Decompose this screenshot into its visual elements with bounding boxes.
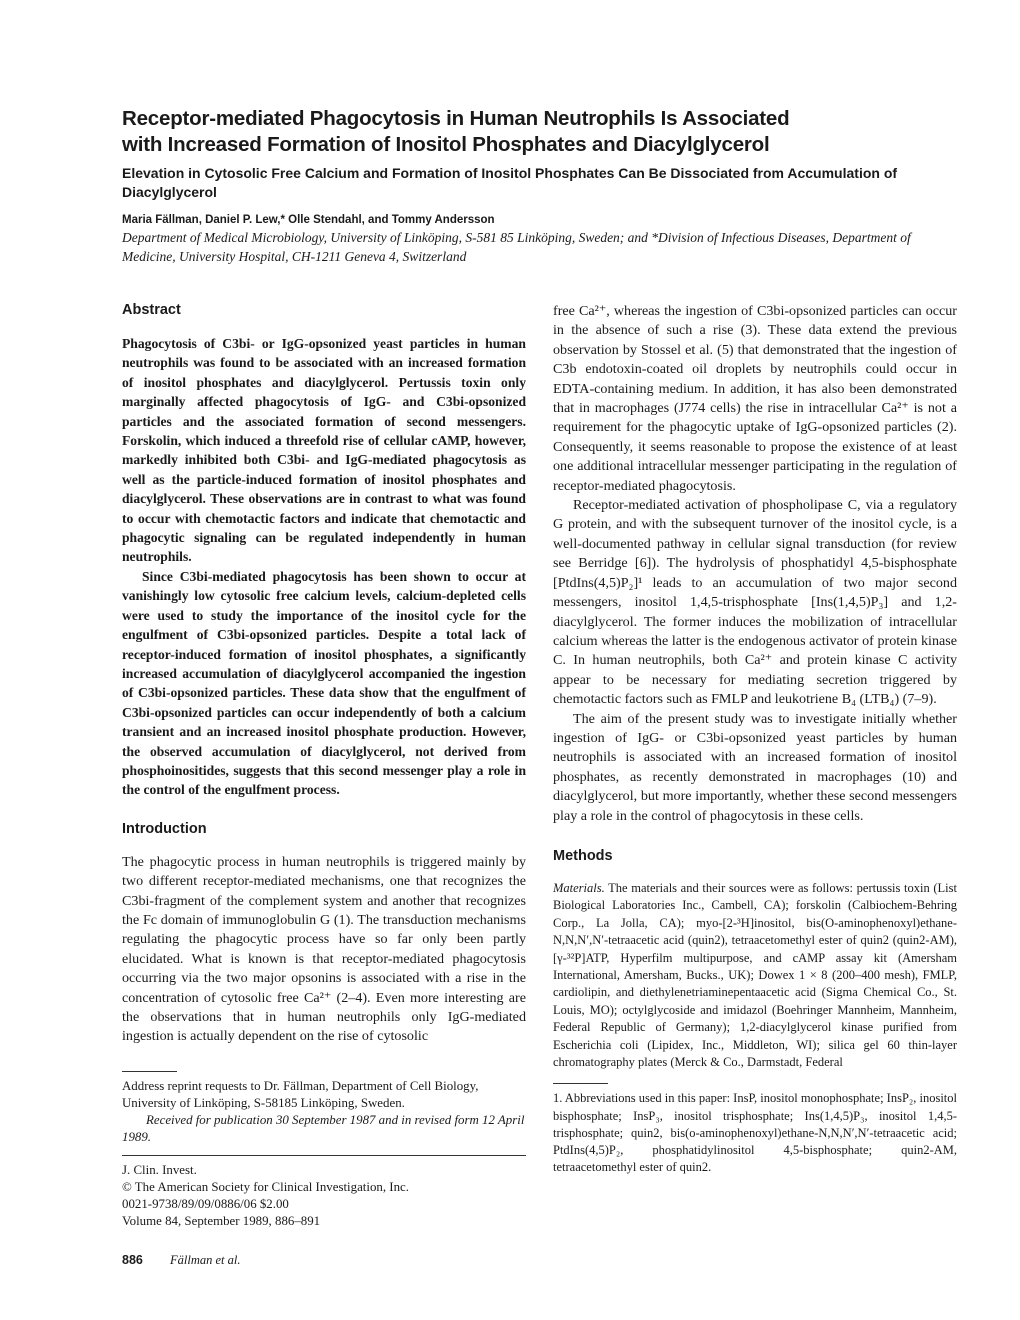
journal-name: J. Clin. Invest.	[122, 1162, 197, 1177]
introduction-paragraph: The phagocytic process in human neutrophils is triggered mainly by two different receptor-mediated mechanisms, one that recognizes the C3bi-fragment of the complement system and another that recognizes the Fc domain of immunoglobulin G (1). The transduction mechanisms regulating the phagocytic process have so far only been partly elucidated. What is known is that receptor-mediated phagocytosis occurring via the two major opsonins is associated with a rise in the concentration of cytosolic free Ca²⁺ (2–4). Even more interesting are the observations that in human neutrophils only IgG-mediated ingestion is actually dependent on the rise of cytosolic	[122, 853, 526, 1045]
methods-section	[553, 848, 957, 1071]
introduction-section	[122, 821, 526, 1047]
introduction-heading: Introduction	[122, 820, 207, 837]
volume-line: Volume 84, September 1989, 886–891	[122, 1213, 321, 1228]
address-note: Address reprint requests to Dr. Fällman, Department of Cell Biology, University of Linköping, S-58185 Linköping, Sweden.	[122, 1078, 479, 1111]
materials-paragraph	[553, 880, 957, 1071]
materials-text: The materials and their sources were as follows: pertussis toxin (List Biological Laboratories Inc., Cambell, CA); forskolin (Calbiochem-Behring Corp., La Jolla, CA); myo-[2-³H]inositol, bis(O-aminophenoxyl)ethane-N,N,N′,N′-tetraacetic acid (quin2), tetraacetomethyl ester of quin2 (quin2-AM), [γ-³²P]ATP, Hyperfilm multipurpose, and cAMP assay kit (Amersham International, Amersham, Bucks., UK); Dowex 1 × 8 (200–400 mesh), FMLP, cardiolipin, and diethylenetriaminepentaacetic acid (Sigma Chemical Co., St. Louis, MO); octylglycoside and imidazol (Boehringer Mannheim, Mannheim, Federal Republic of Germany); 1,2-diacylglycerol kinase purified from Escherichia coli (Lipidex, Inc., Middleton, WI); silica gel 60 thin-layer chromatography plates (Merck & Co., Darmstadt, Federal	[553, 880, 957, 1070]
journal-divider	[122, 1155, 526, 1156]
correspondence-note	[122, 1071, 526, 1147]
abstract-heading: Abstract	[122, 302, 181, 318]
title-line-1: Receptor-mediated Phagocytosis in Human Neutrophils Is Associated	[122, 107, 790, 130]
author-list: Maria Fällman, Daniel P. Lew,* Olle Stendahl, and Tommy Andersson	[122, 214, 495, 226]
running-head: Fällman et al.	[169, 1253, 241, 1267]
journal-info	[122, 1155, 526, 1230]
materials-label: Materials.	[553, 880, 605, 895]
journal-code: 0021-9738/89/09/0886/06 $2.00	[122, 1196, 289, 1211]
body-paragraph: Receptor-mediated activation of phospholipase C, via a regulatory G protein, and with the subsequent turnover of the inositol cycle, is a well-documented pathway in cellular signal transduction (for review see Berridge [6]). The hydrolysis of phosphatidyl 4,5-bisphosphate [PtdIns(4,5)P₂]¹ leads to an accumulation of two major second messengers, inositol 1,4,5-trisphosphate [Ins(1,4,5)P₃] and 1,2-diacylglycerol. The former induces the mobilization of intracellular calcium whereas the latter is the endogenous activator of protein kinase C. In human neutrophils, both Ca²⁺ and protein kinase C activity appear to be necessary for mediating secretion triggered by chemotactic factors such as FMLP and leukotriene B₄ (LTB₄) (7–9).	[553, 497, 957, 708]
methods-heading: Methods	[553, 847, 613, 864]
received-note: Received for publication 30 September 1987 and in revised form 12 April 1989.	[122, 1113, 525, 1145]
abstract-paragraph: Since C3bi-mediated phagocytosis has been shown to occur at vanishingly low cytosolic free calcium levels, calcium-depleted cells were used to study the importance of the inositol cycle for the engulfment of C3bi-opsonized particles. Despite a total lack of receptor-induced formation of inositol phosphates, a significantly increased accumulation of diacylglycerol accompanied the ingestion of C3bi-opsonized particles. These data show that the engulfment of C3bi-opsonized particles can occur independently of both a calcium transient and an increased inositol phosphate production. However, the observed accumulation of diacylglycerol, not derived from phosphoinositides, suggests that this second messenger play a role in the control of the engulfment process.	[122, 568, 526, 798]
introduction-continued	[553, 302, 957, 826]
page-number: 886	[122, 1253, 143, 1267]
affiliation: Department of Medical Microbiology, University of Linköping, S-581 85 Linköping, Sweden; and *Division of Infectious Diseases, Department of Medicine, University Hospital, CH-1211 Geneva 4, Switzerland	[122, 230, 911, 264]
page-footer	[122, 1253, 240, 1268]
note-divider	[122, 1071, 177, 1072]
footnote-block	[553, 1083, 957, 1176]
article-header	[122, 106, 942, 266]
article-title	[122, 106, 942, 158]
copyright-line: © The American Society for Clinical Investigation, Inc.	[122, 1179, 409, 1194]
right-column	[553, 302, 957, 1176]
footnote-divider	[553, 1083, 608, 1084]
abbreviations-footnote: 1. Abbreviations used in this paper: InsP, inositol monophosphate; InsP₂, inositol bisphosphate; InsP₃, inositol trisphosphate; Ins(1,4,5)P₃, inositol 1,4,5-trisphosphate; quin2, bis(o-aminophenoxyl)ethane-N,N,N′,N′-tetraacetic acid; PtdIns(4,5)P₂, phosphatidylinositol 4,5-bisphosphate; quin2-AM, tetraacetomethyl ester of quin2.	[553, 1091, 958, 1175]
title-line-2: with Increased Formation of Inositol Phosphates and Diacylglycerol	[122, 133, 770, 156]
body-paragraph: free Ca²⁺, whereas the ingestion of C3bi-opsonized particles can occur in the absence of such a rise (3). These data extend the previous observation by Stossel et al. (5) that demonstrated that the ingestion of C3b endotoxin-coated oil droplets by neutrophils could occur in EDTA-containing medium. In addition, it has also been demonstrated that in macrophages (J774 cells) the rise in intracellular Ca²⁺ is not a requirement for the phagocytic uptake of IgG-opsonized particles (2). Consequently, it seems reasonable to propose the existence of at least one additional intracellular messenger participating in the regulation of receptor-mediated phagocytosis.	[553, 303, 957, 494]
left-column	[122, 302, 526, 1230]
article-subtitle: Elevation in Cytosolic Free Calcium and Formation of Inositol Phosphates Can Be Dissociated from Accumulation of Diacylglycerol	[122, 165, 898, 200]
abstract-paragraph: Phagocytosis of C3bi- or IgG-opsonized yeast particles in human neutrophils was found to be associated with an increased formation of inositol phosphates and diacylglycerol. Pertussis toxin only marginally affected phagocytosis of IgG- and C3bi-opsonized particles and the associated formation of second messengers. Forskolin, which induced a threefold rise of cellular cAMP, however, markedly inhibited both C3bi- and IgG-mediated phagocytosis as well as the particle-induced formation of inositol phosphates and diacylglycerol. These observations are in contrast to what was found to occur with chemotactic factors and indicate that chemotactic and phagocytic signaling can be regulated independently in human neutrophils.	[122, 336, 526, 565]
body-paragraph: The aim of the present study was to investigate initially whether ingestion of IgG- or C3bi-opsonized yeast particles by human neutrophils is associated with an increased formation of inositol phosphates, as recently demonstrated in macrophages (10) and diacylglycerol, but more importantly, whether these second messengers play a role in the control of phagocytosis in these cells.	[553, 710, 957, 824]
abstract-section	[122, 302, 526, 800]
